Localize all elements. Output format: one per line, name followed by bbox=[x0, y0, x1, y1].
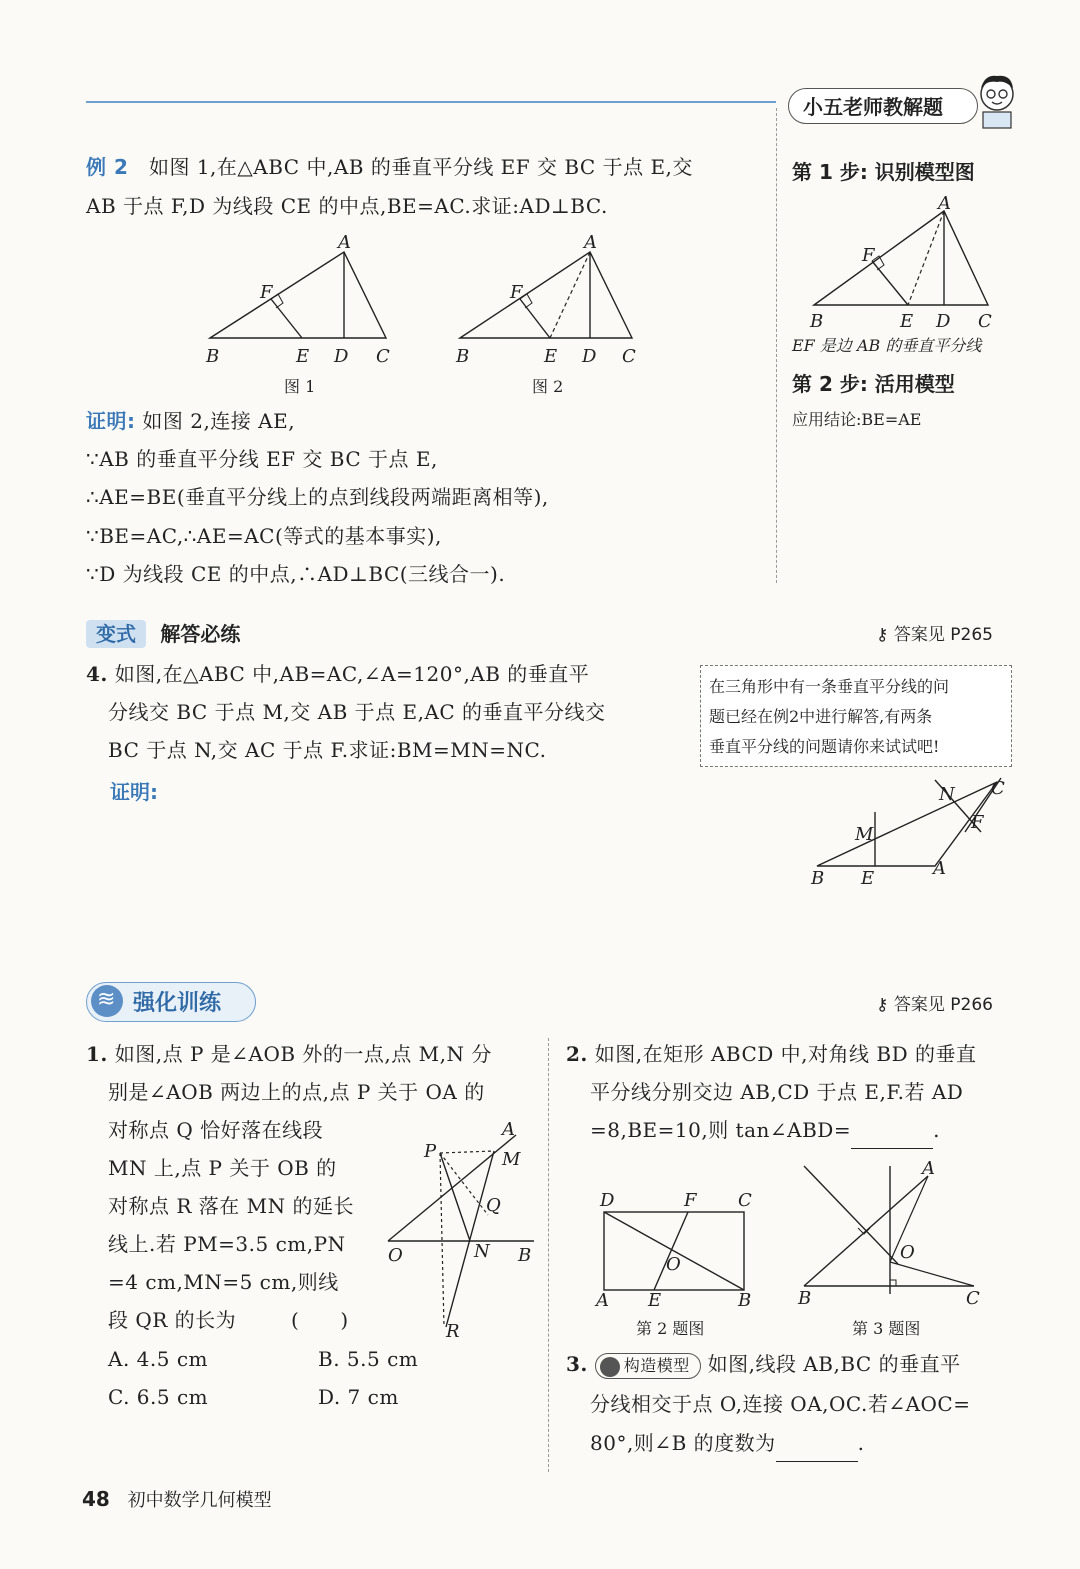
proof-line-3: ∴AE=BE(垂直平分线上的点到线段两端距离相等), bbox=[86, 485, 549, 509]
q3-answer-blank[interactable] bbox=[776, 1441, 858, 1462]
q1-answer-paren: ( ) bbox=[291, 1308, 349, 1332]
svg-text:M: M bbox=[502, 1149, 521, 1170]
svg-text:D: D bbox=[334, 346, 349, 367]
svg-text:F: F bbox=[684, 1190, 697, 1211]
svg-text:N: N bbox=[939, 784, 955, 805]
example2-figure2 bbox=[450, 230, 650, 400]
key-icon: ⚷ bbox=[876, 625, 889, 645]
cube-icon bbox=[600, 1357, 620, 1377]
svg-text:E: E bbox=[544, 346, 558, 367]
svg-text:B: B bbox=[810, 311, 824, 332]
q1-line4: MN 上,点 P 关于 OB 的 bbox=[108, 1156, 337, 1180]
svg-text:N: N bbox=[474, 1241, 490, 1262]
proof-label: 证明: bbox=[86, 409, 136, 433]
sidebar-step1-note: EF 是边 AB 的垂直平分线 bbox=[792, 336, 982, 355]
q3-number: 3. bbox=[566, 1352, 588, 1376]
variant-header bbox=[86, 618, 240, 647]
svg-text:E: E bbox=[861, 868, 875, 889]
q3-model-tag: 构造模型 bbox=[595, 1353, 701, 1379]
svg-text:C: C bbox=[978, 311, 992, 332]
svg-text:F: F bbox=[862, 245, 875, 266]
proof-line-2: ∵AB 的垂直平分线 EF 交 BC 于点 E, bbox=[86, 447, 438, 471]
svg-text:A: A bbox=[922, 1158, 935, 1179]
teacher-avatar bbox=[975, 70, 1019, 130]
svg-text:O: O bbox=[900, 1242, 915, 1263]
svg-text:P: P bbox=[424, 1141, 437, 1162]
q1-option-c: C. 6.5 cm bbox=[108, 1385, 209, 1409]
sidebar-divider bbox=[776, 108, 777, 583]
q1-figure bbox=[384, 1115, 544, 1345]
columns-divider bbox=[548, 1038, 549, 1472]
q1-line3: 对称点 Q 恰好落在线段 bbox=[108, 1118, 324, 1142]
q2-fig-caption: 第 2 题图 bbox=[636, 1319, 705, 1338]
svg-text:F: F bbox=[971, 812, 984, 833]
example2-line2: AB 于点 F,D 为线段 CE 的中点,BE=AC.求证:AD⊥BC. bbox=[86, 194, 608, 218]
svg-text:A: A bbox=[502, 1119, 515, 1140]
svg-text:A: A bbox=[933, 858, 946, 879]
hint-line-3: 垂直平分线的问题请你来试试吧! bbox=[709, 737, 940, 756]
sidebar-step2: 第 2 步: 活用模型 bbox=[792, 372, 955, 396]
example2-text1: 如图 1,在△ABC 中,AB 的垂直平分线 EF 交 BC 于点 E,交 bbox=[148, 155, 693, 179]
hint-line-2: 题已经在例2中进行解答,有两条 bbox=[709, 707, 933, 726]
q3-figure bbox=[790, 1156, 990, 1346]
q4-proof-label: 证明: bbox=[110, 780, 158, 804]
svg-text:B: B bbox=[518, 1245, 532, 1266]
q3-line3: 80°,则∠B 的度数为 . bbox=[590, 1424, 864, 1462]
svg-text:F: F bbox=[510, 282, 523, 303]
example2-label: 例 2 bbox=[86, 155, 129, 179]
svg-text:F: F bbox=[260, 282, 273, 303]
svg-text:C: C bbox=[376, 346, 390, 367]
q4-line2: 分线交 BC 于点 M,交 AB 于点 E,AC 的垂直平分线交 bbox=[108, 700, 606, 724]
q2-figure bbox=[592, 1184, 767, 1344]
footer bbox=[82, 1486, 272, 1512]
q4-number: 4. bbox=[86, 662, 108, 686]
proof-text-1: 如图 2,连接 AE, bbox=[142, 409, 296, 433]
q1-option-b: B. 5.5 cm bbox=[318, 1347, 419, 1371]
svg-text:R: R bbox=[446, 1321, 460, 1342]
q1-line5: 对称点 R 落在 MN 的延长 bbox=[108, 1194, 354, 1218]
q2-number: 2. bbox=[566, 1042, 588, 1066]
svg-text:B: B bbox=[738, 1290, 752, 1311]
q4-line1: 4. 如图,在△ABC 中,AB=AC,∠A=120°,AB 的垂直平 bbox=[86, 662, 590, 686]
q2-line3: =8,BE=10,则 tan∠ABD= . bbox=[590, 1111, 940, 1149]
variant-answer-ref: ⚷ 答案见 P265 bbox=[876, 625, 993, 645]
q3-line2: 分线相交于点 O,连接 OA,OC.若∠AOC= bbox=[590, 1392, 971, 1416]
svg-text:C: C bbox=[622, 346, 636, 367]
training-banner bbox=[86, 982, 256, 1022]
q1-number: 1. bbox=[86, 1042, 108, 1066]
teacher-title-box bbox=[788, 88, 978, 124]
svg-text:E: E bbox=[648, 1290, 662, 1311]
hint-box bbox=[700, 665, 1012, 767]
svg-text:A: A bbox=[338, 232, 351, 253]
q2-line2: 平分线分别交边 AB,CD 于点 E,F.若 AD bbox=[590, 1080, 964, 1104]
q1-line8: 段 QR 的长为 ( ) bbox=[108, 1308, 349, 1332]
svg-text:A: A bbox=[938, 195, 951, 214]
svg-text:D: D bbox=[600, 1190, 615, 1211]
page-number: 48 bbox=[82, 1487, 110, 1511]
svg-text:E: E bbox=[296, 346, 310, 367]
fig2-caption: 图 2 bbox=[532, 377, 564, 396]
example2-figure1 bbox=[200, 230, 400, 400]
svg-text:D: D bbox=[582, 346, 597, 367]
key-icon: ⚷ bbox=[876, 995, 889, 1015]
sidebar-figure bbox=[800, 195, 1010, 335]
svg-text:D: D bbox=[936, 311, 951, 332]
sidebar-step1: 第 1 步: 识别模型图 bbox=[792, 160, 975, 184]
svg-text:O: O bbox=[388, 1245, 403, 1266]
svg-text:B: B bbox=[811, 868, 825, 889]
svg-text:A: A bbox=[584, 232, 597, 253]
training-title: 强化训练 bbox=[133, 991, 222, 1016]
variant-title: 解答必练 bbox=[160, 622, 241, 646]
q1-option-d: D. 7 cm bbox=[318, 1385, 399, 1409]
proof-line-5: ∵D 为线段 CE 的中点,∴AD⊥BC(三线合一). bbox=[86, 562, 506, 586]
q3-line1: 3. 构造模型 如图,线段 AB,BC 的垂直平 bbox=[566, 1345, 961, 1383]
q2-line1: 2. 如图,在矩形 ABCD 中,对角线 BD 的垂直 bbox=[566, 1042, 977, 1066]
layers-icon-glyph: ≋ bbox=[97, 987, 116, 1012]
q1-line7: =4 cm,MN=5 cm,则线 bbox=[108, 1270, 339, 1294]
svg-text:C: C bbox=[991, 778, 1005, 799]
svg-text:Q: Q bbox=[486, 1195, 501, 1216]
training-answer-ref: ⚷ 答案见 P266 bbox=[876, 995, 993, 1015]
fig1-caption: 图 1 bbox=[284, 377, 316, 396]
q1-line6: 线上.若 PM=3.5 cm,PN bbox=[108, 1232, 346, 1256]
svg-text:B: B bbox=[206, 346, 220, 367]
svg-text:C: C bbox=[738, 1190, 752, 1211]
proof-line-1 bbox=[86, 402, 295, 440]
svg-text:A: A bbox=[596, 1290, 609, 1311]
q3-fig-caption: 第 3 题图 bbox=[852, 1319, 921, 1338]
proof-line-4: ∵BE=AC,∴AE=AC(等式的基本事实), bbox=[86, 524, 442, 548]
q1-option-a: A. 4.5 cm bbox=[108, 1347, 208, 1371]
svg-text:B: B bbox=[456, 346, 470, 367]
header-rule bbox=[86, 101, 776, 103]
teacher-title: 小五老师教解题 bbox=[803, 95, 943, 119]
sidebar-step2-note: 应用结论:BE=AE bbox=[792, 410, 922, 429]
svg-text:B: B bbox=[798, 1288, 812, 1309]
example2-line1 bbox=[86, 148, 693, 186]
svg-text:E: E bbox=[900, 311, 914, 332]
svg-text:O: O bbox=[666, 1254, 681, 1275]
hint-line-1: 在三角形中有一条垂直平分线的问 bbox=[709, 677, 950, 696]
variant-tag: 变式 bbox=[86, 620, 146, 648]
q1-line2: 别是∠AOB 两边上的点,点 P 关于 OA 的 bbox=[108, 1080, 485, 1104]
book-title: 初中数学几何模型 bbox=[127, 1490, 272, 1511]
q4-line3: BC 于点 N,交 AC 于点 F.求证:BM=MN=NC. bbox=[108, 738, 547, 762]
q4-figure bbox=[805, 772, 1020, 890]
q2-answer-blank[interactable] bbox=[851, 1128, 933, 1149]
svg-text:M: M bbox=[855, 824, 874, 845]
q1-line1: 1. 如图,点 P 是∠AOB 外的一点,点 M,N 分 bbox=[86, 1042, 492, 1066]
svg-text:C: C bbox=[966, 1288, 980, 1309]
